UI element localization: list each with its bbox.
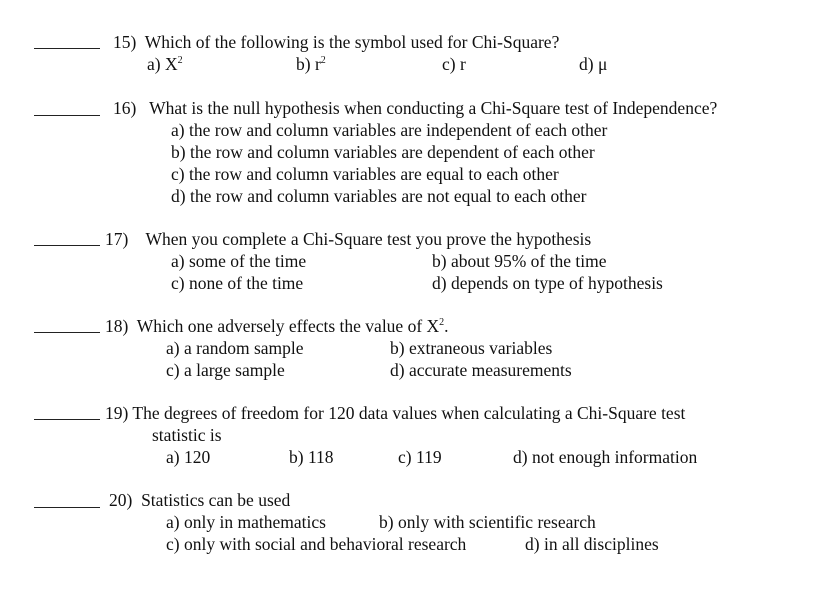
question-17-stem <box>105 228 591 250</box>
question-text: Which one adversely effects the value of <box>136 316 423 336</box>
option-16-d: d) the row and column variables are not equal to each other <box>171 186 587 206</box>
question-20-stem <box>109 489 290 511</box>
option-19-b: b) 118 <box>289 447 334 467</box>
question-text: Statistics can be used <box>141 490 291 510</box>
answer-blank-20[interactable] <box>34 507 100 508</box>
question-number: 16) <box>113 98 137 118</box>
option-20-d: d) in all disciplines <box>525 534 659 554</box>
option-20-a: a) only in mathematics <box>166 512 326 532</box>
option-19-d: d) not enough information <box>513 447 698 467</box>
answer-blank-16[interactable] <box>34 115 100 116</box>
option-19-c: c) 119 <box>398 447 442 467</box>
question-16-stem <box>113 97 717 119</box>
question-text: The degrees of freedom for 120 data values when calculating a Chi-Square test <box>132 403 686 423</box>
option-20-c: c) only with social and behavioral research <box>166 534 467 554</box>
option-17-c: c) none of the time <box>171 273 304 293</box>
question-text: When you complete a Chi-Square test you prove the hypothesis <box>145 229 592 249</box>
option-15-c: c) r <box>442 54 466 74</box>
option-18-d: d) accurate measurements <box>390 360 572 380</box>
answer-blank-18[interactable] <box>34 332 100 333</box>
option-17-a: a) some of the time <box>171 251 307 271</box>
question-19-stem <box>105 402 685 424</box>
question-number: 18) <box>105 316 129 336</box>
option-19-a: a) 120 <box>166 447 211 467</box>
option-18-c: c) a large sample <box>166 360 285 380</box>
question-number: 20) <box>109 490 133 510</box>
answer-blank-17[interactable] <box>34 245 100 246</box>
option-16-a: a) the row and column variables are independent of each other <box>171 120 608 140</box>
question-text: Which of the following is the symbol used for Chi-Square? <box>144 32 560 52</box>
option-16-c: c) the row and column variables are equal to each other <box>171 164 559 184</box>
question-number: 19) <box>105 403 129 423</box>
question-number: 15) <box>113 32 137 52</box>
option-15-a: a) $X^2$ <box>147 54 183 74</box>
option-18-a: a) a random sample <box>166 338 304 358</box>
question-15-stem <box>113 31 559 53</box>
answer-blank-15[interactable] <box>34 48 100 49</box>
option-18-b: b) extraneous variables <box>390 338 553 358</box>
chi-square-symbol: X <box>426 316 440 336</box>
option-15-b: b) $r^2$ <box>296 54 326 74</box>
option-15-d: d) μ <box>579 54 608 74</box>
answer-blank-19[interactable] <box>34 419 100 420</box>
option-16-b: b) the row and column variables are dependent of each other <box>171 142 595 162</box>
question-text: What is the null hypothesis when conducting a Chi-Square test of Independence? <box>149 98 718 118</box>
option-20-b: b) only with scientific research <box>379 512 596 532</box>
question-19-stem-cont: statistic is <box>152 425 222 445</box>
question-number: 17) <box>105 229 129 249</box>
option-17-b: b) about 95% of the time <box>432 251 607 271</box>
question-18-stem: 18) Which one adversely effects the value of $X^2$. <box>105 316 449 336</box>
option-17-d: d) depends on type of hypothesis <box>432 273 663 293</box>
